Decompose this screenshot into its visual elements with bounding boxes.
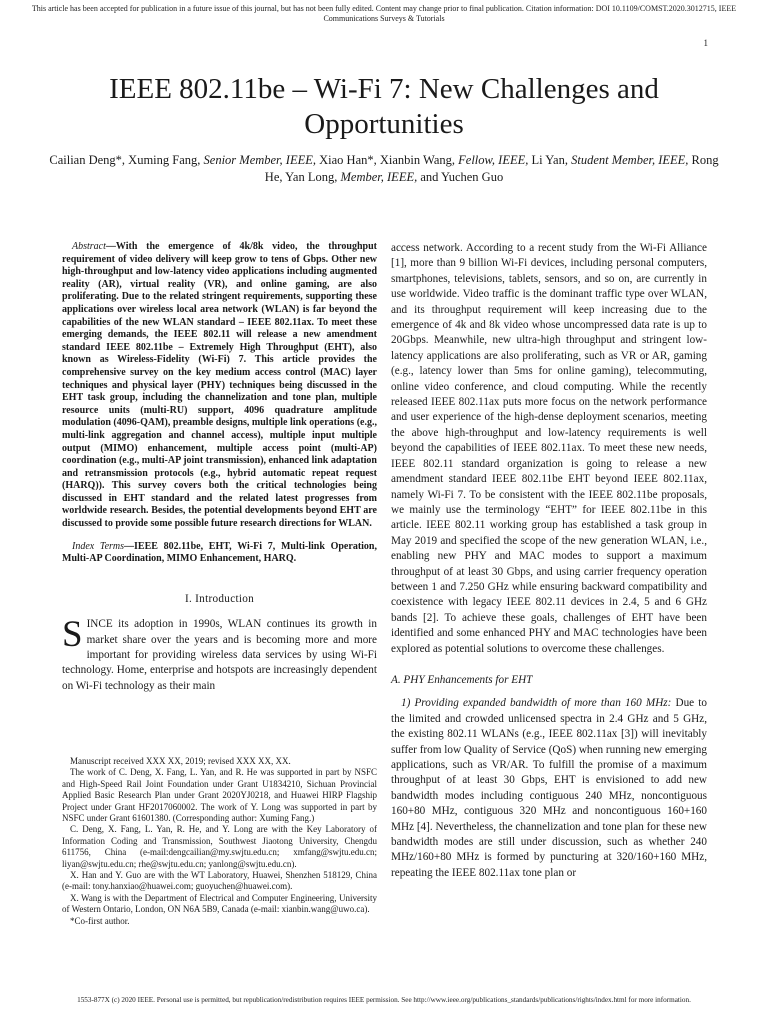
footnote-affiliation-uwo: X. Wang is with the Department of Electrical and Computer Engineering, University of Western Ontario, London, ON N6A 5B9, Canada (e-mail: xianbin.wang@uwo.ca). [62,892,377,915]
introduction-text: its adoption in 1990s, WLAN continues its growth in market share over the years and is becoming more and more important for providing wireless data services by using Wi-Fi technology. Home, enterprise and hotspots are increasingly dependent on Wi-Fi technology as their main [62,618,377,692]
footnotes [62,756,377,927]
authors-group-2: Xiao Han*, Xianbin Wang, [319,153,456,167]
abstract-lead: Abstract [72,241,106,252]
introduction-paragraph [62,614,377,694]
subsection-heading-phy: A. PHY Enhancements for EHT [391,673,533,686]
drop-cap: S [62,614,83,656]
introduction-continuation: access network. According to a recent study from the Wi-Fi Alliance [1], more than 9 billion Wi-Fi devices, including personal computers, smartphones, televisions, tablets, sensors, and so on, are currently in use worldwide. Video traffic is the dominant traffic type over WLAN, and its throughput requirement will keep increasing due to the emergence of 4k and 8k video whose uncompressed data rate is up to 20Gbps. Meanwhile, new ultra-high throughput and stringent low-latency applications are also proliferating, such as VR or AR, gaming (e.g., latency lower than 5ms for online gaming), telecommuting, online video conference, and cloud computing. While the recently released IEEE 802.11ax puts more focus on the network performance and user experience of the high-dense deployment scenarios, meeting the above high-throughput and low-latency requirements is well beyond the capabilities of IEEE 802.11ax. To meet these new needs, IEEE 802.11 standard organization is going to release a new amendment standard IEEE 802.11be EHT beyond IEEE 802.11ax, namely Wi-Fi 7. To be consistent with the IEEE 802.11be proposals, we mainly use the terminology “EHT” for IEEE 802.11be in this article. IEEE 802.11 working group has established a task group in May 2019 and specified the scope of the new generation WLAN, i.e., enabling new PHY and MAC modes to support a maximum throughput of at least 30 Gbps, and using carrier frequency operation between 1 and 7.250 GHz while ensuring backward compatibility and coexistence with legacy IEEE 802.11 devices in 2.4, 5 and 6 GHz bands [2]. To achieve these goals, challenges of EHT have been identified and some enhanced PHY and MAC technologies have been explored as potential solutions to overcome these challenges. [391,242,707,655]
journal-header-note: This article has been accepted for publication in a future issue of this journal, but has not been fully edited. Content may change prior to final publication. Citation information: DOI 10.1109/COMST.2020.3012715, IEEE Communications Surveys & Tutorials [31,4,737,23]
footnote-affiliation-huawei: X. Han and Y. Guo are with the WT Laboratory, Huawei, Shenzhen 518129, China (e-mail: tony.hanxiao@huawei.com; guoyuchen@huawei.com). [62,870,377,892]
author-role-4: Member, IEEE, [340,170,418,184]
copyright-footer: 1553-877X (c) 2020 IEEE. Personal use is permitted, but republication/redistribution requires IEEE permission. See http://www.ieee.org/publications_standards/publications/rights/index.html for more information. [77,996,691,1004]
index-terms [62,541,377,566]
abstract-text: —With the emergence of 4k/8k video, the throughput requirement of video delivery will keep grow to tens of Gbps. Other new high-throughput and low-latency video applications including augmented reality (AR), virtual reality (VR), and online gaming, are also proliferating. Due to the related stringent requirements, supporting these applications over wireless local area network (WLAN) is far beyond the capabilities of the new WLAN standard – IEEE 802.11ax. To meet these emerging demands, the IEEE 802.11 will release a new amendment standard IEEE 802.11be – Extremely High Throughput (EHT), also known as Wireless-Fidelity (Wi-Fi) 7. This article provides the comprehensive survey on the key medium access control (MAC) layer techniques and physical layer (PHY) techniques being discussed in the EHT task group, including the channelization and tone plan, multiple resource units (multi-RU) support, 4096 quadrature amplitude modulation (4096-QAM), preamble designs, multiple link operations (e.g., multi-link aggregation and channel access), multiple input multiple output (MIMO) enhancement, multiple access point (multi-AP) coordination (e.g., multi-AP joint transmission), enhanced link adaptation and retransmission protocols (e.g., hybrid automatic repeat request (HARQ)). This survey covers both the critical technologies being discussed in EHT standard and the related latest progresses from worldwide research. Besides, the potential developments beyond EHT are discussed to provide some possible future research directions for WLAN. [62,241,377,530]
right-column [391,241,707,881]
footnote-affiliation-swjtu: C. Deng, X. Fang, L. Yan, R. He, and Y. Long are with the Key Laboratory of Information Coding and Transmission, Southwest Jiaotong University, Chengdu 611756, China (e-mail:dengcailian@my.swjtu.edu.cn; xmfang@swjtu.edu.cn; liyan@swjtu.edu.cn; rhe@swjtu.edu.cn; yanlong@swjtu.edu.cn). [62,824,377,869]
authors-group-4: Rong He, Yan Long, [264,153,719,184]
left-column [62,241,377,694]
paper-title: IEEE 802.11be – Wi-Fi 7: New Challenges and Opportunities [109,73,659,140]
authors-group-3: Li Yan, [531,153,568,167]
author-role-2: Fellow, IEEE, [458,153,529,167]
authors-group-5: and Yuchen Guo [420,170,504,184]
author-list [48,152,720,186]
introduction-first-word: INCE [86,618,113,631]
abstract [62,241,377,531]
footnote-manuscript: Manuscript received XXX XX, 2019; revised XXX XX, XX. [70,756,291,766]
footnote-co-first-author: *Co-first author. [70,915,130,926]
authors-group-1: Cailian Deng*, Xuming Fang, [49,153,201,167]
phy-paragraph-text: Due to the limited and crowded unlicensed spectra in 2.4 GHz and 5 GHz, the existing 802.11 WLANs (e.g., IEEE 802.11ax [3]) will inevitably suffer from low Quality of Service (QoS) when running new emerging applications, such as VR/AR. To fulfill the promise of a maximum throughput of at least 30 Gbps, EHT is envisioned to add new bandwidth modes including contiguous 240 MHz, noncontiguous 160+80 MHz, contiguous 320 MHz and noncontiguous 160+160 MHz [4]. Nevertheless, the channelization and tone plan for these new bandwidth modes are still under discussion, such as whether 240 MHz/160+80 MHz is formed by puncturing at 320/160+160 MHz, repeating the IEEE 802.11ax tone plan or [391,697,707,879]
footnote-funding: The work of C. Deng, X. Fang, L. Yan, and R. He was supported in part by NSFC and High-Speed Rail Joint Foundation under Grant U1834210, Sichuan Provincial Applied Basic Research Plan under Grant 2020YJ0218, and Huawei HIRP Flagship Project under Grant HF2017060002. The work of Y. Long was supported in part by NSFC under Grant 61601380. (Corresponding author: Xuming Fang.) [62,767,377,824]
page-number: 1 [703,38,708,48]
author-role-1: Senior Member, IEEE, [203,153,316,167]
phy-paragraph-lead: 1) Providing expanded bandwidth of more than 160 MHz: [401,697,672,710]
phy-paragraph [391,696,707,881]
index-terms-lead: Index Terms [72,540,125,552]
section-heading-introduction: I. Introduction [184,592,255,605]
author-role-3: Student Member, IEEE, [571,153,689,167]
index-terms-text: —IEEE 802.11be, EHT, Wi-Fi 7, Multi-link Operation, Multi-AP Coordination, MIMO Enhancement, HARQ. [62,540,377,565]
